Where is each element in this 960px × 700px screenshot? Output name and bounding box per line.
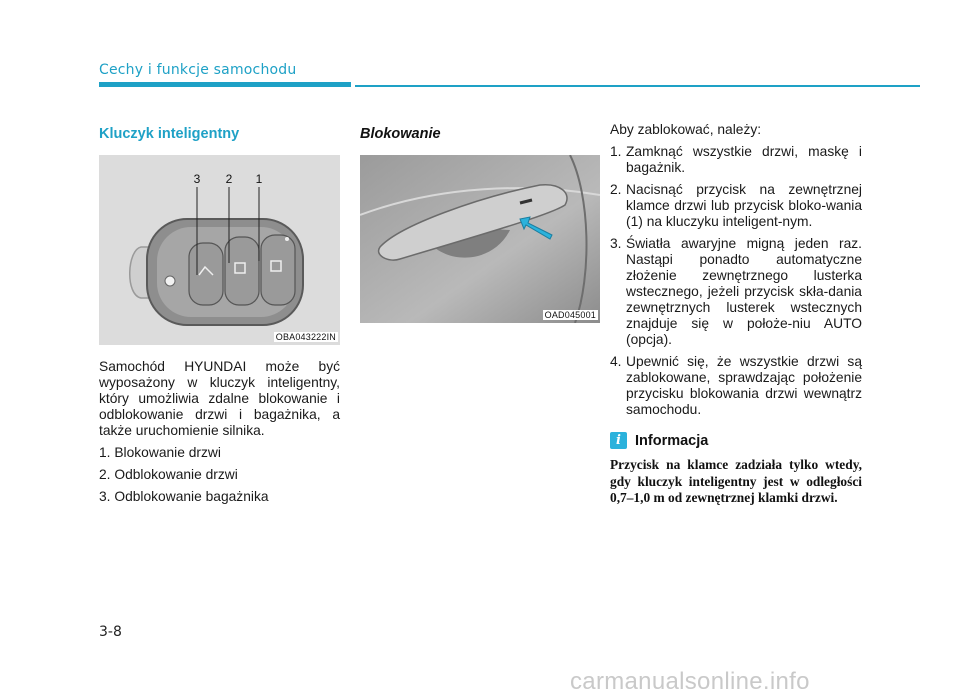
column-smart-key xyxy=(99,120,340,505)
step-text: Światła awaryjne migną jeden raz. Nastąpi ponadto automatyczne złożenie zewnętrznego lusterka wstecznego, jeżeli przycisk skła-dania zewnętrznych lusterek wstecznych znajduje się w położe-niu AUTO (opcja). xyxy=(626,236,862,347)
smart-key-button-list xyxy=(99,445,340,505)
watermark: carmanualsonline.info xyxy=(570,668,810,695)
list-item xyxy=(610,144,862,176)
locking-steps-list xyxy=(610,144,862,418)
header-rule xyxy=(355,85,920,87)
step-text: Nacisnąć przycisk na zewnętrznej klamce drzwi lub przycisk bloko-wania (1) na kluczyku inteligent-nym. xyxy=(626,182,862,229)
locking-heading: Blokowanie xyxy=(360,126,441,142)
smart-key-figure xyxy=(99,155,340,345)
steps-intro: Aby zablokować, należy: xyxy=(610,122,762,137)
list-item: 2. Odblokowanie drzwi xyxy=(99,467,238,482)
smart-key-heading: Kluczyk inteligentny xyxy=(99,126,240,142)
step-number: 2. xyxy=(610,182,622,197)
step-text: Upewnić się, że wszystkie drzwi są zablokowane, sprawdzając położenie przycisku blokowania drzwi wewnątrz samochodu. xyxy=(626,354,862,417)
door-handle-figure xyxy=(360,155,600,323)
list-item: 1. Blokowanie drzwi xyxy=(99,445,221,460)
step-number: 3. xyxy=(610,236,622,251)
figure-code: OBA043222IN xyxy=(275,332,336,342)
column-locking xyxy=(360,120,600,323)
section-header-title: Cechy i funkcje samochodu xyxy=(99,62,297,78)
list-item: 3. Odblokowanie bagażnika xyxy=(99,489,269,504)
list-item xyxy=(610,236,862,348)
callout-1: 1 xyxy=(255,172,263,186)
callout-2: 2 xyxy=(225,172,233,186)
step-number: 1. xyxy=(610,144,622,159)
info-box-header xyxy=(610,432,862,449)
header-accent-bar xyxy=(99,82,351,87)
column-locking-steps xyxy=(610,120,862,507)
info-text: Przycisk na klamce zadziała tylko wtedy, gdy kluczyk inteligentny jest w odległości 0,7–1,0 m od zewnętrznej klamki drzwi. xyxy=(610,457,862,505)
smart-key-paragraph: Samochód HYUNDAI może być wyposażony w kluczyk inteligentny, który umożliwia zdalne blokowanie i odblokowanie drzwi i bagażnika, a także uruchomienie silnika. xyxy=(99,359,340,438)
step-number: 4. xyxy=(610,354,622,369)
callout-3: 3 xyxy=(193,172,201,186)
step-text: Zamknąć wszystkie drzwi, maskę i bagażnik. xyxy=(626,144,862,175)
list-item xyxy=(610,182,862,230)
list-item xyxy=(610,354,862,418)
door-handle-illustration xyxy=(360,155,600,323)
smart-key-illustration xyxy=(99,155,340,345)
info-icon: i xyxy=(610,432,627,449)
page-number: 3-8 xyxy=(99,624,122,640)
info-title: Informacja xyxy=(635,432,709,449)
figure-code: OAD045001 xyxy=(544,310,596,320)
